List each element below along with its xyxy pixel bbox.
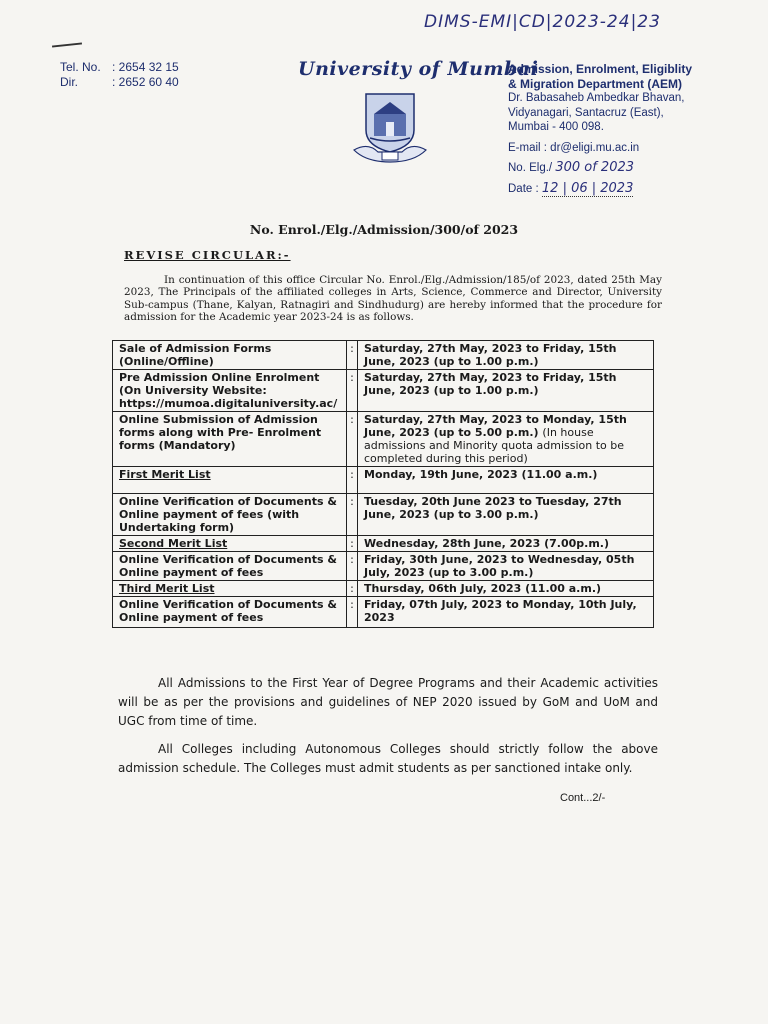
department-title-1: Admission, Enrolment, Eligiblity [508, 62, 693, 76]
dir-value: : 2652 60 40 [112, 75, 179, 89]
contact-block [60, 60, 179, 90]
tel-value: : 2654 32 15 [112, 60, 179, 74]
event-cell: Online Verification of Documents & Online payment of fees [113, 597, 347, 628]
table-row [113, 341, 654, 370]
separator-cell: : [347, 581, 358, 597]
pen-stroke [52, 42, 82, 47]
paragraph-schedule: All Colleges including Autonomous Colleges should strictly follow the above admission schedule. The Colleges must admit students as per sanctioned intake only. [118, 742, 658, 775]
date-cell [358, 370, 654, 412]
address-line-1: Dr. Babasaheb Ambedkar Bhavan, [508, 92, 685, 104]
event-cell: First Merit List [113, 467, 347, 494]
university-crest-icon [348, 86, 432, 168]
date-text: Saturday, 27th May, 2023 to Monday, 15th June, 2023 (up to 5.00 p.m.) [364, 413, 627, 439]
handwritten-reference: DIMS-EMI|CD|2023-24|23 [424, 12, 661, 32]
continued-marker: Cont...2/- [560, 792, 606, 804]
date-cell [358, 536, 654, 552]
department-block [508, 62, 692, 197]
date-note: (In house admissions and Minority quota admission to be completed during this period) [364, 426, 625, 465]
date-text: Friday, 30th June, 2023 to Wednesday, 05th July, 2023 (up to 3.00 p.m.) [364, 553, 635, 579]
separator-cell: : [347, 467, 358, 494]
date-field [508, 182, 692, 198]
date-cell [358, 494, 654, 536]
circular-number: No. Enrol./Elg./Admission/300/of 2023 [249, 222, 519, 237]
intro-paragraph: In continuation of this office Circular No. Enrol./Elg./Admission/185/of 2023, dated 25th May 2023, The Principals of the affiliated colleges in Arts, Science, Commerce and Director, University Sub-campus (Thane, Kalyan, Ratnagiri and Sindhudurg) are hereby informed that the procedure for admission for the Academic year 2023-24 is as follows. [124, 274, 662, 324]
separator-cell: : [347, 341, 358, 370]
separator-cell: : [347, 597, 358, 628]
event-cell: Pre Admission Online Enrolment (On University Website: https://mumoa.digitaluniversity.ac/ [113, 370, 347, 412]
event-cell: Online Verification of Documents & Online payment of fees (with Undertaking form) [113, 494, 347, 536]
address-line-2: Vidyanagari, Santacruz (East), [508, 106, 664, 119]
tel-label: Tel. No. [60, 60, 101, 74]
date-text: Wednesday, 28th June, 2023 (7.00p.m.) [364, 537, 609, 550]
table-row [113, 552, 654, 581]
number-field [508, 161, 692, 176]
date-cell [358, 552, 654, 581]
date-text: Monday, 19th June, 2023 (11.00 a.m.) [364, 468, 598, 481]
admission-schedule-table [112, 340, 654, 628]
dir-label: Dir. [60, 75, 78, 89]
table-row [113, 467, 654, 494]
paragraph-nep: All Admissions to the First Year of Degree Programs and their Academic activities will be as per the provisions and guidelines of NEP 2020 issued by GoM and UoM and UGC from time of time. [118, 676, 658, 728]
date-cell [358, 341, 654, 370]
event-cell: Sale of Admission Forms (Online/Offline) [113, 341, 347, 370]
table-row [113, 370, 654, 412]
table-row [113, 597, 654, 628]
address-line-3: Mumbai - 400 098. [508, 121, 604, 133]
separator-cell: : [347, 412, 358, 467]
date-text: Thursday, 06th July, 2023 (11.00 a.m.) [364, 582, 602, 595]
number-value: 300 of 2023 [555, 160, 635, 175]
department-title-2: & Migration Department (AEM) [508, 76, 682, 91]
separator-cell: : [347, 494, 358, 536]
table-row [113, 412, 654, 467]
date-cell [358, 412, 654, 467]
table-row [113, 494, 654, 536]
table-row [113, 581, 654, 597]
separator-cell: : [347, 552, 358, 581]
event-cell: Online Verification of Documents & Online payment of fees [113, 552, 347, 581]
date-cell [358, 581, 654, 597]
circular-heading: REVISE CIRCULAR:- [124, 248, 291, 262]
email: E-mail : dr@eligi.mu.ac.in [508, 141, 640, 154]
number-label: No. Elg./ [508, 162, 553, 174]
table-row [113, 536, 654, 552]
event-cell: Second Merit List [113, 536, 347, 552]
separator-cell: : [347, 370, 358, 412]
date-text: Friday, 07th July, 2023 to Monday, 10th July, 2023 [364, 598, 637, 624]
separator-cell: : [347, 536, 358, 552]
date-value: 12 | 06 | 2023 [541, 180, 634, 196]
event-cell: Third Merit List [113, 581, 347, 597]
date-cell [358, 467, 654, 494]
event-cell: Online Submission of Admission forms along with Pre- Enrolment forms (Mandatory) [113, 412, 347, 467]
university-name: University of Mumbai [298, 58, 539, 80]
date-label: Date : [508, 182, 539, 195]
date-text: Saturday, 27th May, 2023 to Friday, 15th June, 2023 (up to 1.00 p.m.) [364, 371, 617, 397]
date-cell [358, 597, 654, 628]
date-text: Saturday, 27th May, 2023 to Friday, 15th June, 2023 (up to 1.00 p.m.) [364, 342, 617, 368]
date-text: Tuesday, 20th June 2023 to Tuesday, 27th June, 2023 (up to 3.00 p.m.) [364, 495, 622, 521]
